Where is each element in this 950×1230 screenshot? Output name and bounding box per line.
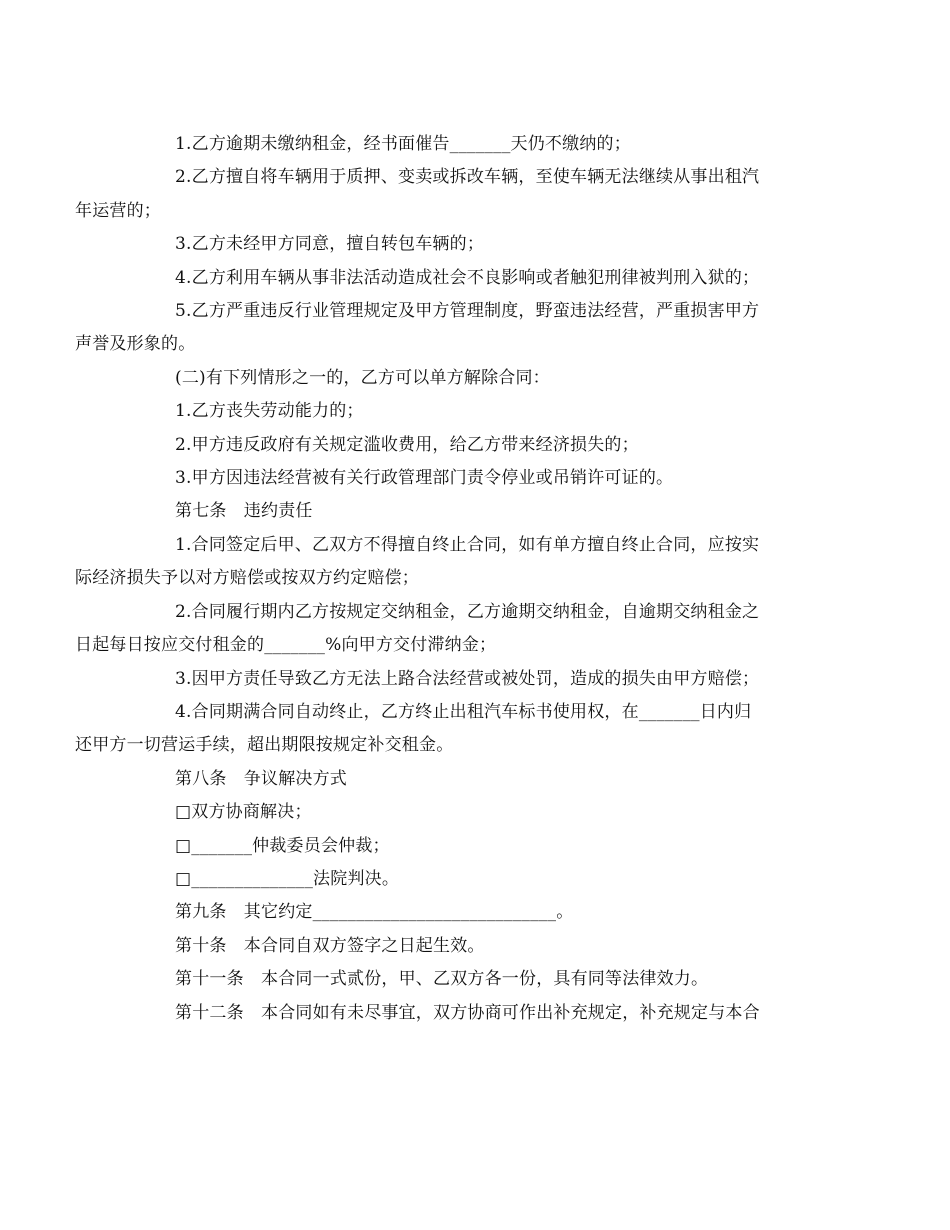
article-11: 第十一条 本合同一式贰份，甲、乙双方各一份，具有同等法律效力。 <box>175 969 709 990</box>
article-12: 第十二条 本合同如有未尽事宜，双方协商可作出补充规定，补充规定与本合 <box>175 1002 760 1023</box>
document-body <box>75 128 815 1030</box>
article-7-clause-2: 2.合同履行期内乙方按规定交纳租金，乙方逾期交纳租金，自逾期交纳租金之 <box>175 601 760 622</box>
clause-4-illegal-activity: 4.乙方利用车辆从事非法活动造成社会不良影响或者触犯刑律被判刑入狱的； <box>175 267 760 288</box>
clause-5-violation: 5.乙方严重违反行业管理规定及甲方管理制度，野蛮违法经营，严重损害甲方 <box>175 301 760 322</box>
clause-3-subcontract: 3.乙方未经甲方同意，擅自转包车辆的； <box>175 234 485 255</box>
section-2-heading: (二)有下列情形之一的，乙方可以单方解除合同： <box>175 367 550 388</box>
article-7-clause-1-cont: 际经济损失予以对方赔偿或按双方约定赔偿； <box>75 568 419 589</box>
dispute-option-arbitration: □_______仲裁委员会仲裁； <box>175 835 390 856</box>
article-7-heading: 第七条 违约责任 <box>175 501 313 522</box>
clause-1-overdue-rent: 1.乙方逾期未缴纳租金，经书面催告_______天仍不缴纳的； <box>175 134 631 154</box>
clause-2-vehicle-pledge: 2.乙方擅自将车辆用于质押、变卖或拆改车辆，至使车辆无法继续从事出租汽 <box>175 167 760 188</box>
article-10: 第十条 本合同自双方签字之日起生效。 <box>175 935 485 956</box>
article-7-clause-4: 4.合同期满合同自动终止，乙方终止出租汽车标书使用权，在_______日内归 <box>175 701 752 722</box>
article-9: 第九条 其它约定____________________________。 <box>175 902 574 923</box>
clause-illegal-fees: 2.甲方违反政府有关规定滥收费用，给乙方带来经济损失的； <box>175 434 639 455</box>
article-8-heading: 第八条 争议解决方式 <box>175 768 347 789</box>
clause-labor-ability: 1.乙方丧失劳动能力的； <box>175 401 364 422</box>
dispute-option-court: □______________法院判决。 <box>175 868 400 889</box>
dispute-option-negotiation: □双方协商解决； <box>175 802 312 823</box>
clause-license-revoked: 3.甲方因违法经营被有关行政管理部门责令停业或吊销许可证的。 <box>175 468 674 489</box>
article-7-clause-3: 3.因甲方责任导致乙方无法上路合法经营或被处罚，造成的损失由甲方赔偿； <box>175 668 760 689</box>
article-7-clause-2-cont: 日起每日按应交付租金的_______%向甲方交付滞纳金； <box>75 635 497 656</box>
article-7-clause-4-cont: 还甲方一切营运手续，超出期限按规定补交租金。 <box>75 735 454 756</box>
article-7-clause-1: 1.合同签定后甲、乙双方不得擅自终止合同，如有单方擅自终止合同，应按实 <box>175 534 760 555</box>
clause-5-violation-cont: 声誉及形象的。 <box>75 334 196 355</box>
clause-2-vehicle-pledge-cont: 年运营的； <box>75 200 161 221</box>
